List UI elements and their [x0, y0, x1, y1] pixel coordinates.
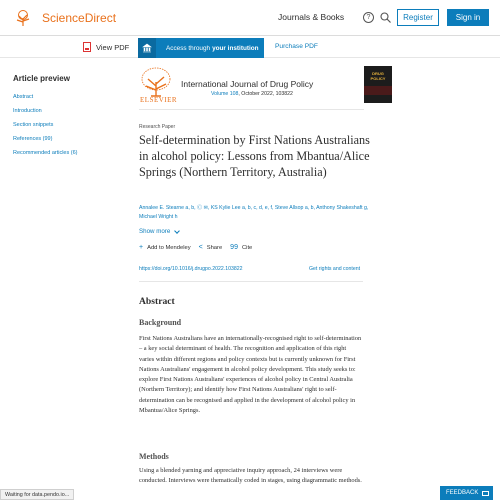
- top-header: [0, 0, 500, 36]
- journal-title-link[interactable]: International Journal of Drug Policy: [181, 79, 314, 89]
- cover-title: DRUG POLICY: [370, 71, 386, 81]
- background-text: First Nations Australians have an internationally-recognised right to self-determination – a key social determinant of health. The recognition and application of this right varies within different regions and policy contexts but is currently unknown for First Nations Australians' engagement in alcohol policy development. This study seeks to: explore First Nations Australians' experiences of alcohol policy in Central Australia (Northern Territory); and identify how First Nations Australians' right to self-determination can be recognised and applied in the development of alcohol policy in Mbantua/Alice Springs.: [139, 335, 362, 415]
- sidebar-title: Article preview: [13, 74, 70, 83]
- purchase-pdf-link[interactable]: Purchase PDF: [275, 43, 318, 50]
- sidebar-item-introduction[interactable]: Introduction: [13, 108, 42, 114]
- volume-link[interactable]: Volume 108: [211, 91, 239, 97]
- section-divider: [139, 281, 363, 282]
- sidebar-item-section-snippets[interactable]: Section snippets: [13, 122, 54, 128]
- sidebar-item-references[interactable]: References (99): [13, 136, 53, 142]
- institution-icon: [138, 38, 156, 58]
- journals-books-link[interactable]: Journals & Books: [278, 12, 345, 22]
- pdf-icon: [83, 42, 91, 52]
- volume-date: , October 2022, 103822: [238, 91, 293, 97]
- show-more-label: Show more: [139, 228, 171, 235]
- share-label: Share: [206, 244, 223, 251]
- sidebar-item-recommended-articles[interactable]: Recommended articles (6): [13, 150, 78, 156]
- cite-button[interactable]: [230, 244, 252, 251]
- background-heading: Background: [139, 318, 182, 327]
- share-button[interactable]: [199, 244, 223, 251]
- article-title: Self-determination by First Nations Australians in alcohol policy: Lessons from Mbantua/Alice Springs (Northern Territory, Australia): [139, 133, 370, 179]
- access-toolbar: [0, 37, 500, 58]
- feedback-button[interactable]: [440, 486, 493, 500]
- journal-banner: [139, 66, 386, 110]
- rights-link[interactable]: Get rights and content: [309, 266, 361, 272]
- abstract-heading: Abstract: [139, 296, 175, 307]
- view-pdf-label: View PDF: [96, 42, 130, 52]
- journal-cover-image[interactable]: [364, 66, 392, 103]
- plus-icon: +: [139, 244, 144, 251]
- article-actions: [139, 244, 260, 251]
- share-icon: <: [198, 244, 203, 251]
- add-to-mendeley-label: Add to Mendeley: [147, 244, 191, 251]
- quote-icon: 99: [230, 244, 238, 251]
- sidebar-item-abstract[interactable]: Abstract: [13, 94, 34, 100]
- sciencedirect-logo[interactable]: [12, 9, 116, 27]
- browser-status-bar: Waiting for data.pendo.io...: [0, 489, 74, 500]
- methods-heading: Methods: [139, 452, 169, 461]
- sign-in-button[interactable]: Sign in: [447, 9, 489, 26]
- volume-info: [211, 91, 293, 97]
- add-to-mendeley-button[interactable]: [139, 244, 191, 251]
- cover-stripe: [364, 86, 392, 95]
- show-more-button[interactable]: [139, 228, 179, 235]
- article-type: Research Paper: [139, 124, 176, 130]
- author-list[interactable]: Annalee E. Stearne a, b, Ⓒ ✉, KS Kylie Lee a, b, c, d, e, f, Steve Allsop a, b, Anthony Shakeshaft g, Michael Wright h: [139, 205, 369, 220]
- access-prefix: Access through: [166, 44, 211, 52]
- chevron-down-icon: [174, 228, 180, 234]
- help-icon[interactable]: ?: [363, 12, 374, 23]
- doi-link[interactable]: https://doi.org/10.1016/j.drugpo.2022.103822: [139, 266, 243, 272]
- register-button[interactable]: Register: [397, 9, 439, 26]
- feedback-label: FEEDBACK: [446, 490, 479, 496]
- article-outline-sidebar: [13, 74, 123, 162]
- publisher-name: ELSEVIER: [140, 96, 178, 104]
- search-icon[interactable]: [380, 12, 391, 23]
- cite-label: Cite: [241, 244, 253, 251]
- access-institution-button[interactable]: [138, 38, 264, 58]
- elsevier-tree-icon: [12, 9, 34, 27]
- access-bold: your institution: [212, 44, 259, 52]
- view-pdf-button[interactable]: [83, 42, 129, 52]
- brand-name: ScienceDirect: [42, 11, 117, 25]
- methods-text: Using a blended yarning and appreciative inquiry approach, 24 interviews were conducted. Interviews were thematically coded in stages, using diagrammatic methods.: [139, 467, 362, 485]
- chat-bubble-icon: [482, 491, 489, 496]
